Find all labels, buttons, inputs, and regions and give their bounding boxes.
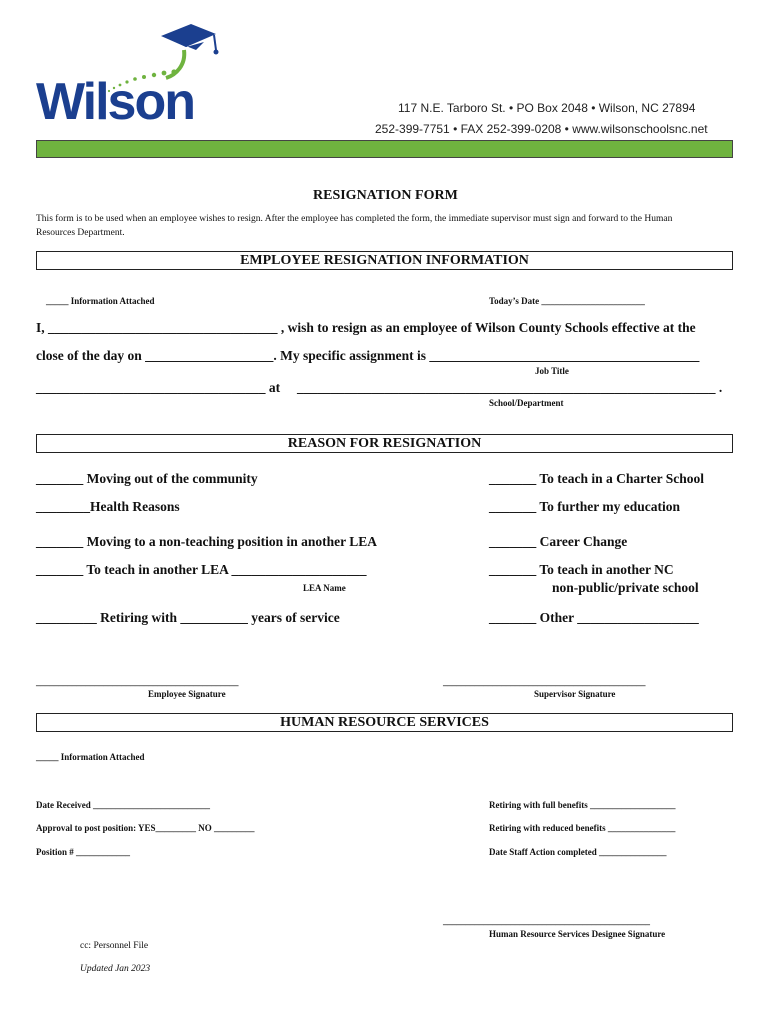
retiring-reduced-benefits-field[interactable]: Retiring with reduced benefits _______________ [489,823,676,833]
employee-signature-label: Employee Signature [148,689,226,699]
supervisor-signature-label: Supervisor Signature [534,689,616,699]
section-heading-employee-info: EMPLOYEE RESIGNATION INFORMATION [36,251,733,270]
reason-career-change[interactable]: _______ Career Change [489,534,628,549]
resignation-statement-line-3-right[interactable]: ______________________________________________________________ . [297,380,723,395]
form-intro-line-2: Resources Department. [36,228,125,238]
section-heading-reason: REASON FOR RESIGNATION [36,434,733,453]
retiring-full-benefits-field[interactable]: Retiring with full benefits ___________________ [489,800,676,810]
job-title-label: Job Title [535,366,569,376]
cc-personnel-file: cc: Personnel File [80,941,149,951]
reason-non-teaching-lea[interactable]: _______ Moving to a non-teaching position in another LEA [36,534,378,549]
resignation-statement-line-2[interactable]: close of the day on ___________________. My specific assignment is ________________________________________ [36,348,700,363]
address-line-2: 252-399-7751 • FAX 252-399-0208 • www.wilsonschoolsnc.net [375,122,708,136]
updated-date: Updated Jan 2023 [80,964,151,974]
hr-info-attached-field[interactable]: _____ Information Attached [36,752,145,762]
reason-non-public-private: non-public/private school [552,580,699,595]
school-department-label: School/Department [489,398,564,408]
resignation-statement-line-1[interactable]: I, __________________________________ , wish to resign as an employee of Wilson County Schools effective at the [36,320,696,335]
lea-name-label: LEA Name [303,583,346,593]
reason-other[interactable]: _______ Other __________________ [489,610,699,625]
wilson-logo [36,20,226,135]
position-number-field[interactable]: Position # ____________ [36,847,131,857]
reason-teach-another-nc[interactable]: _______ To teach in another NC [489,562,674,577]
hr-signature-label: Human Resource Services Designee Signature [489,929,666,939]
address-line-1: 117 N.E. Tarboro St. • PO Box 2048 • Wilson, NC 27894 [398,101,696,115]
logo-wordmark: Wilson [36,73,194,131]
reason-charter-school[interactable]: _______ To teach in a Charter School [489,471,705,486]
hr-signature-line[interactable]: ______________________________________________ [443,916,650,926]
reason-moving-out[interactable]: _______ Moving out of the community [36,471,258,486]
supervisor-signature-line[interactable]: _____________________________________________ [443,677,646,687]
resignation-statement-line-3-left[interactable]: __________________________________ at [36,380,281,395]
reason-teach-another-lea[interactable]: _______ To teach in another LEA ____________________ [36,562,367,577]
reason-further-education[interactable]: _______ To further my education [489,499,681,514]
approval-to-post-field[interactable]: Approval to post position: YES_________ NO _________ [36,823,255,833]
todays-date-field[interactable]: Today’s Date _______________________ [489,296,645,306]
date-staff-action-field[interactable]: Date Staff Action completed _______________ [489,847,667,857]
form-intro-line-1: This form is to be used when an employee wishes to resign. After the employee has completed the form, the immediate supervisor must sign and forward to the Human [36,214,673,224]
reason-retiring[interactable]: _________ Retiring with __________ years of service [36,610,340,625]
form-title: RESIGNATION FORM [313,188,458,203]
header-green-bar [36,140,733,158]
employee-signature-line[interactable]: _____________________________________________ [36,677,239,687]
section-heading-hr-services: HUMAN RESOURCE SERVICES [36,713,733,732]
date-received-field[interactable]: Date Received __________________________ [36,800,210,810]
info-attached-field[interactable]: _____ Information Attached [46,296,155,306]
reason-health[interactable]: ________Health Reasons [36,499,180,514]
